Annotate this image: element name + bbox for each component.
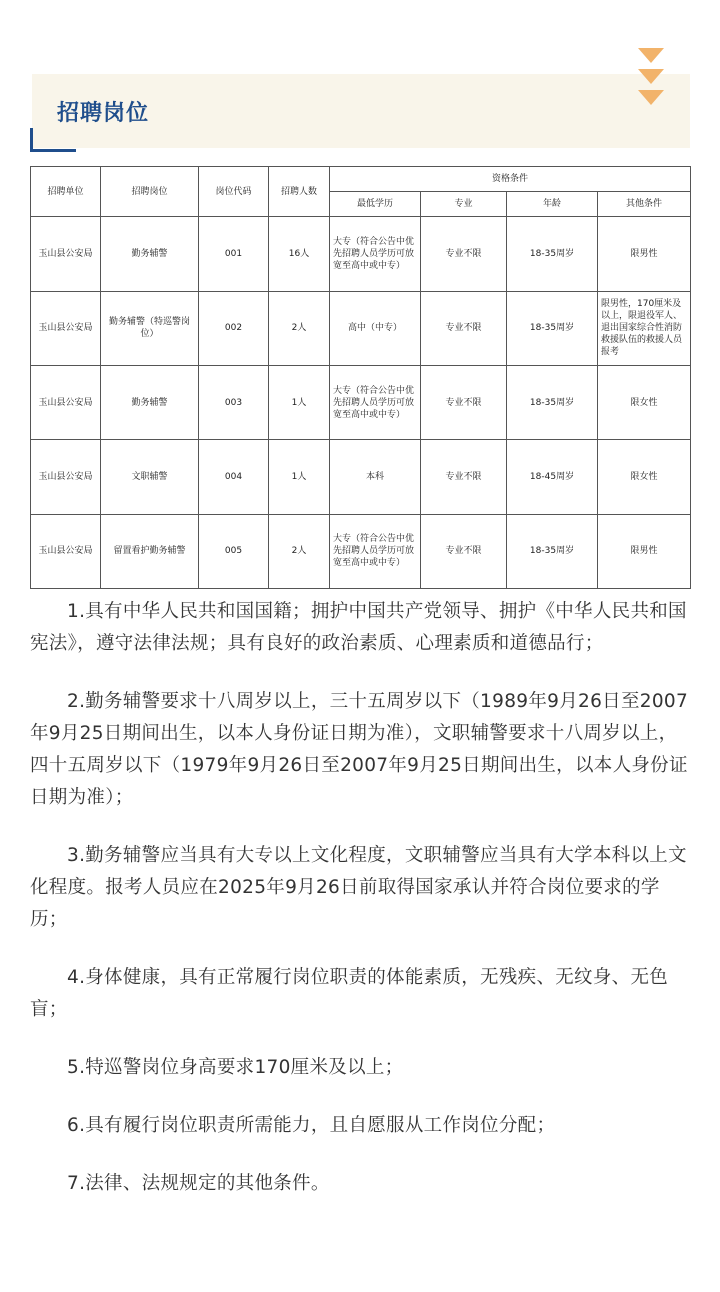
table-row — [31, 365, 691, 439]
cell-unit: 玉山县公安局 — [31, 514, 101, 588]
header-major: 专业 — [421, 192, 507, 217]
table-row — [31, 291, 691, 365]
cell-other: 限女性 — [598, 440, 691, 514]
requirement-paragraph: 3.勤务辅警应当具有大专以上文化程度，文职辅警应当具有大学本科以上文化程度。报考人员应在2025年9月26日前取得国家承认并符合岗位要求的学历； — [30, 845, 687, 930]
table-row — [31, 440, 691, 514]
requirement-paragraph: 2.勤务辅警要求十八周岁以上，三十五周岁以下（1989年9月26日至2007年9月25日期间出生，以本人身份证日期为准），文职辅警要求十八周岁以上，四十五周岁以下（1979年9月26日至2007年9月25日期间出生，以本人身份证日期为准）； — [30, 691, 689, 808]
cell-code: 001 — [199, 217, 269, 291]
cell-other: 限男性 — [598, 514, 691, 588]
cell-major: 专业不限 — [421, 440, 507, 514]
cell-unit: 玉山县公安局 — [31, 440, 101, 514]
cell-code: 004 — [199, 440, 269, 514]
header-count: 招聘人数 — [269, 167, 330, 217]
cell-major: 专业不限 — [421, 217, 507, 291]
banner-corner-underline — [30, 149, 76, 152]
section-title: 招聘岗位 — [57, 101, 150, 126]
header-code: 岗位代码 — [199, 167, 269, 217]
cell-education: 本科 — [330, 440, 421, 514]
cell-other: 限女性 — [598, 365, 691, 439]
cell-unit: 玉山县公安局 — [31, 291, 101, 365]
cell-position: 勤务辅警（特巡警岗位） — [101, 291, 199, 365]
header-age: 年龄 — [507, 192, 598, 217]
table-row — [31, 217, 691, 291]
cell-age: 18-35周岁 — [507, 365, 598, 439]
chevron-down-icon — [638, 48, 666, 111]
requirement-paragraph: 7.法律、法规规定的其他条件。 — [67, 1173, 330, 1194]
header-position: 招聘岗位 — [101, 167, 199, 217]
cell-major: 专业不限 — [421, 514, 507, 588]
cell-count: 2人 — [269, 514, 330, 588]
header-other: 其他条件 — [598, 192, 691, 217]
cell-age: 18-35周岁 — [507, 291, 598, 365]
table-row — [31, 514, 691, 588]
cell-position: 文职辅警 — [101, 440, 199, 514]
requirement-paragraph: 1.具有中华人民共和国国籍；拥护中国共产党领导、拥护《中华人民共和国宪法》，遵守法律法规；具有良好的政治素质、心理素质和道德品行； — [30, 601, 687, 654]
cell-count: 1人 — [269, 365, 330, 439]
cell-other: 限男性 — [598, 217, 691, 291]
requirements-list — [30, 596, 694, 1226]
requirement-paragraph: 4.身体健康，具有正常履行岗位职责的体能素质，无残疾、无纹身、无色盲； — [30, 967, 669, 1020]
cell-major: 专业不限 — [421, 291, 507, 365]
cell-age: 18-35周岁 — [507, 514, 598, 588]
requirement-paragraph: 6.具有履行岗位职责所需能力，且自愿服从工作岗位分配； — [67, 1115, 556, 1136]
cell-education: 大专（符合公告中优先招聘人员学历可放宽至高中或中专） — [330, 217, 421, 291]
cell-education: 高中（中专） — [330, 291, 421, 365]
header-unit: 招聘单位 — [31, 167, 101, 217]
header-education: 最低学历 — [330, 192, 421, 217]
requirement-paragraph: 5.特巡警岗位身高要求170厘米及以上； — [67, 1057, 404, 1078]
header-qualifications: 资格条件 — [330, 167, 691, 192]
cell-position: 勤务辅警 — [101, 365, 199, 439]
cell-age: 18-45周岁 — [507, 440, 598, 514]
cell-unit: 玉山县公安局 — [31, 365, 101, 439]
cell-code: 005 — [199, 514, 269, 588]
cell-education: 大专（符合公告中优先招聘人员学历可放宽至高中或中专） — [330, 365, 421, 439]
cell-age: 18-35周岁 — [507, 217, 598, 291]
cell-position: 留置看护勤务辅警 — [101, 514, 199, 588]
cell-education: 大专（符合公告中优先招聘人员学历可放宽至高中或中专） — [330, 514, 421, 588]
recruitment-table — [30, 166, 691, 589]
cell-count: 2人 — [269, 291, 330, 365]
cell-unit: 玉山县公安局 — [31, 217, 101, 291]
cell-code: 003 — [199, 365, 269, 439]
cell-code: 002 — [199, 291, 269, 365]
cell-count: 16人 — [269, 217, 330, 291]
cell-other: 限男性，170厘米及以上，限退役军人、退出国家综合性消防救援队伍的救援人员报考 — [598, 291, 691, 365]
cell-major: 专业不限 — [421, 365, 507, 439]
cell-position: 勤务辅警 — [101, 217, 199, 291]
cell-count: 1人 — [269, 440, 330, 514]
